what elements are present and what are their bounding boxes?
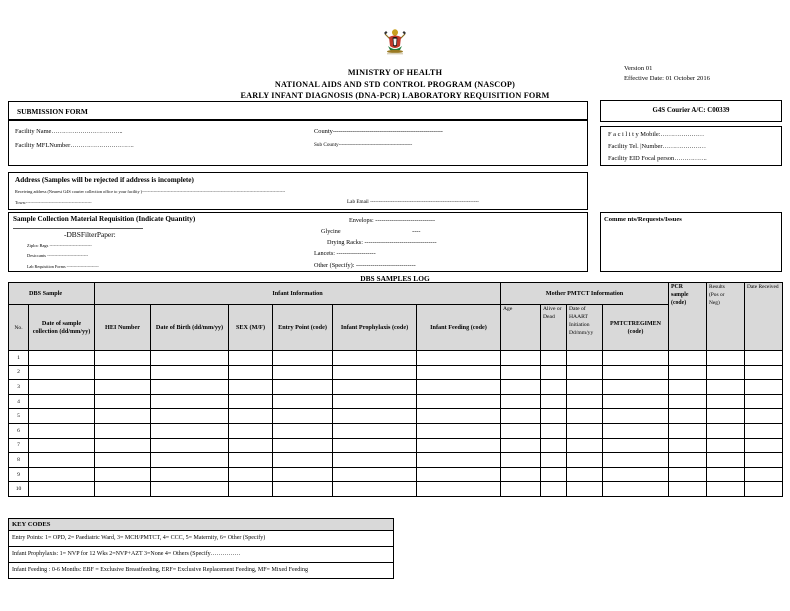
column-header-date-received: Date Received [745, 283, 783, 351]
cell-alive-dead[interactable] [541, 453, 567, 468]
cell-haart-date[interactable] [567, 453, 603, 468]
facility-mfl-field[interactable] [15, 142, 134, 149]
crest-container [0, 0, 790, 61]
facility-name-label: Facility Name [15, 128, 52, 135]
cell-alive-dead[interactable] [541, 351, 567, 366]
lab-email-dashes: --------------------------------------------------------------- [370, 199, 479, 205]
column-header-results [707, 283, 745, 351]
cell-pcr-sample[interactable] [669, 423, 707, 438]
cell-age[interactable] [501, 423, 541, 438]
cell-date-collection[interactable] [29, 365, 95, 380]
sample-collection-title: Sample Collection Material Requisition (Indicate Quantity) [13, 215, 196, 223]
table-row[interactable] [9, 423, 783, 438]
town-field[interactable] [15, 200, 92, 205]
column-header-entry-point: Entry Point (code) [273, 305, 333, 351]
cell-entry-point[interactable] [273, 380, 333, 395]
subcounty-dashes: ------------------------------------------------ [338, 142, 412, 148]
cell-age[interactable] [501, 438, 541, 453]
cell-pcr-sample[interactable] [669, 453, 707, 468]
cell-alive-dead[interactable] [541, 482, 567, 497]
cell-entry-point[interactable] [273, 467, 333, 482]
row-number: 2 [9, 365, 29, 380]
cell-results[interactable] [707, 351, 745, 366]
cell-infant-feeding[interactable] [417, 482, 501, 497]
county-dashes: --------------------------------------------------------- [332, 128, 443, 135]
cell-age[interactable] [501, 409, 541, 424]
lab-requisition-forms-item[interactable] [27, 264, 99, 269]
cell-sex[interactable] [229, 351, 273, 366]
cell-entry-point[interactable] [273, 351, 333, 366]
cell-infant-feeding[interactable] [417, 423, 501, 438]
ziploc-bags-label: Ziploc Bags [27, 243, 49, 248]
results-line-3: Neg) [709, 300, 720, 306]
cell-infant-prophylaxis[interactable] [333, 394, 417, 409]
g4s-courier-account: G4S Courier A/C: C00339 [652, 107, 730, 114]
cell-results[interactable] [707, 438, 745, 453]
address-title: Address (Samples will be rejected if address is incomplete) [15, 176, 194, 184]
lab-requisition-forms-label: Lab Requisition Forms [27, 264, 66, 269]
facility-name-field[interactable] [15, 128, 122, 135]
table-row[interactable] [9, 351, 783, 366]
facility-eid-focal-field[interactable] [608, 155, 707, 162]
cell-results[interactable] [707, 482, 745, 497]
facility-tel-field[interactable] [608, 143, 706, 150]
submission-fields-box [8, 120, 588, 166]
ziploc-bags-dashes: ----------------------------- [49, 243, 92, 248]
results-line-2: (Pos or [709, 292, 725, 298]
key-codes-section [8, 518, 394, 579]
ministry-title: MINISTRY OF HEALTH [347, 68, 443, 77]
cell-age[interactable] [501, 351, 541, 366]
facility-contact-box [600, 126, 782, 166]
cell-date-collection[interactable] [29, 453, 95, 468]
table-row[interactable] [9, 482, 783, 497]
cell-dob[interactable] [151, 380, 229, 395]
cell-alive-dead[interactable] [541, 467, 567, 482]
receiving-address-dashes: ---------------------------------------------------------------------------------------------------- [142, 189, 286, 194]
cell-dob[interactable] [151, 438, 229, 453]
submission-form-title: SUBMISSION FORM [17, 107, 88, 116]
cell-results[interactable] [707, 453, 745, 468]
cell-age[interactable] [501, 394, 541, 409]
cell-hei-number[interactable] [95, 365, 151, 380]
effective-date: Effective Date: 01 October 2016 [624, 74, 710, 82]
dbs-filter-paper-label: -DBSFilterPaper: [64, 230, 116, 239]
cell-infant-prophylaxis[interactable] [333, 409, 417, 424]
town-label: Town: [15, 200, 26, 205]
cell-pmtct-regimen[interactable] [603, 380, 669, 395]
cell-sex[interactable] [229, 423, 273, 438]
table-row[interactable] [9, 409, 783, 424]
cell-pmtct-regimen[interactable] [603, 453, 669, 468]
cell-pmtct-regimen[interactable] [603, 423, 669, 438]
cell-entry-point[interactable] [273, 453, 333, 468]
group-header-mother-pmtct-information: Mother PMTCT Information [501, 283, 669, 305]
cell-pmtct-regimen[interactable] [603, 394, 669, 409]
cell-pmtct-regimen[interactable] [603, 409, 669, 424]
cell-age[interactable] [501, 365, 541, 380]
table-row[interactable] [9, 380, 783, 395]
glycine-item[interactable] [321, 228, 420, 235]
cell-infant-feeding[interactable] [417, 438, 501, 453]
cell-pmtct-regimen[interactable] [603, 467, 669, 482]
group-header-dbs-sample: DBS Sample [9, 283, 95, 305]
cell-infant-feeding[interactable] [417, 351, 501, 366]
facility-mfl-dots: …………………………. [70, 142, 134, 149]
facility-mfl-label: Facility MFLNumber [15, 142, 71, 149]
cell-entry-point[interactable] [273, 365, 333, 380]
glycine-dashes: ---- [412, 228, 421, 235]
cell-date-received[interactable] [745, 438, 783, 453]
cell-sex[interactable] [229, 380, 273, 395]
row-number: 9 [9, 467, 29, 482]
cell-age[interactable] [501, 380, 541, 395]
cell-infant-prophylaxis[interactable] [333, 380, 417, 395]
cell-entry-point[interactable] [273, 409, 333, 424]
cell-haart-date[interactable] [567, 438, 603, 453]
cell-entry-point[interactable] [273, 394, 333, 409]
cell-infant-prophylaxis[interactable] [333, 423, 417, 438]
key-codes-title: KEY CODES [8, 518, 394, 530]
facility-tel-label: Facility Tel. |Number [608, 143, 663, 150]
cell-date-collection[interactable] [29, 351, 95, 366]
cell-hei-number[interactable] [95, 467, 151, 482]
lancets-item[interactable] [314, 250, 376, 257]
key-codes-infant-feeding: Infant Feeding : 0-6 Months: EBF = Exclusive Breastfeeding, ERF= Exclusive Replacement Feeding, MF= Mixed Feeding [8, 562, 394, 579]
cell-dob[interactable] [151, 453, 229, 468]
cell-infant-prophylaxis[interactable] [333, 453, 417, 468]
cell-date-received[interactable] [745, 453, 783, 468]
pcr-line-3: (code) [671, 300, 687, 306]
envelops-dashes: ----------------------------- [375, 217, 436, 224]
row-number: 3 [9, 380, 29, 395]
program-title: NATIONAL AIDS AND STD CONTROL PROGRAM (NASCOP) [274, 79, 516, 89]
column-header-age: Age [501, 305, 541, 351]
cell-infant-prophylaxis[interactable] [333, 351, 417, 366]
cell-hei-number[interactable] [95, 423, 151, 438]
cell-sex[interactable] [229, 438, 273, 453]
submission-form-header [8, 101, 588, 120]
cell-entry-point[interactable] [273, 438, 333, 453]
cell-date-received[interactable] [745, 380, 783, 395]
cell-haart-date[interactable] [567, 394, 603, 409]
cell-infant-prophylaxis[interactable] [333, 482, 417, 497]
cell-haart-date[interactable] [567, 482, 603, 497]
cell-alive-dead[interactable] [541, 365, 567, 380]
cell-alive-dead[interactable] [541, 380, 567, 395]
cell-dob[interactable] [151, 467, 229, 482]
row-number: 8 [9, 453, 29, 468]
subcounty-field[interactable] [314, 142, 412, 148]
desiccants-label: Desiccants [27, 253, 47, 258]
cell-date-received[interactable] [745, 394, 783, 409]
drying-racks-item[interactable] [327, 239, 437, 246]
receiving-address-field[interactable] [15, 189, 285, 194]
row-number: 7 [9, 438, 29, 453]
cell-alive-dead[interactable] [541, 409, 567, 424]
kenya-coat-of-arms-icon [380, 26, 410, 56]
cell-alive-dead[interactable] [541, 423, 567, 438]
sample-collection-box [8, 212, 588, 272]
cell-hei-number[interactable] [95, 380, 151, 395]
address-box [8, 172, 588, 210]
facility-eid-focal-label: Facility EID Focal person [608, 155, 675, 162]
cell-pcr-sample[interactable] [669, 467, 707, 482]
cell-dob[interactable] [151, 351, 229, 366]
cell-results[interactable] [707, 467, 745, 482]
cell-infant-prophylaxis[interactable] [333, 365, 417, 380]
lancets-dashes: ------------------- [336, 250, 376, 257]
cell-infant-feeding[interactable] [417, 394, 501, 409]
cell-results[interactable] [707, 380, 745, 395]
row-number: 6 [9, 423, 29, 438]
lab-email-label: Lab Email [347, 199, 369, 205]
cell-dob[interactable] [151, 365, 229, 380]
comments-requests-issues-box[interactable] [600, 212, 782, 272]
cell-haart-date[interactable] [567, 409, 603, 424]
cell-pmtct-regimen[interactable] [603, 438, 669, 453]
glycine-label: Glycine [321, 228, 341, 235]
cell-results[interactable] [707, 394, 745, 409]
cell-results[interactable] [707, 423, 745, 438]
column-header-date-of-sample-collection: Date of sample collection (dd/mm/yy) [29, 305, 95, 351]
envelops-item[interactable] [349, 217, 435, 224]
lancets-label: Lancets: [314, 250, 335, 257]
cell-dob[interactable] [151, 394, 229, 409]
cell-date-collection[interactable] [29, 380, 95, 395]
column-header-infant-prophylaxis: Infant Prophylaxis (code) [333, 305, 417, 351]
cell-date-collection[interactable] [29, 438, 95, 453]
town-dashes: ---------------------------------------------- [25, 200, 92, 205]
key-codes-infant-prophylaxis: Infant Prophylaxis: 1= NVP for 12 Wks 2=NVP+AZT 3=None 4= Others (Specify…………… [8, 546, 394, 562]
table-row[interactable] [9, 365, 783, 380]
cell-haart-date[interactable] [567, 351, 603, 366]
facility-eid-focal-dots: ……………. [674, 155, 707, 162]
cell-sex[interactable] [229, 394, 273, 409]
results-line-1: Results [709, 284, 725, 290]
g4s-courier-account-box [600, 100, 782, 122]
row-number: 5 [9, 409, 29, 424]
cell-haart-date[interactable] [567, 365, 603, 380]
cell-results[interactable] [707, 409, 745, 424]
column-header-infant-feeding: Infant Feeding (code) [417, 305, 501, 351]
envelops-label: Envelops: [349, 217, 374, 224]
table-row[interactable] [9, 453, 783, 468]
cell-alive-dead[interactable] [541, 394, 567, 409]
subcounty-label: Sub County [314, 142, 339, 148]
cell-date-received[interactable] [745, 482, 783, 497]
cell-hei-number[interactable] [95, 394, 151, 409]
cell-infant-feeding[interactable] [417, 409, 501, 424]
other-specify-item[interactable] [314, 262, 416, 269]
cell-hei-number[interactable] [95, 453, 151, 468]
cell-hei-number[interactable] [95, 351, 151, 366]
comments-title: Comme nts/Requests/Issues [604, 216, 682, 223]
cell-age[interactable] [501, 453, 541, 468]
cell-infant-feeding[interactable] [417, 380, 501, 395]
cell-date-collection[interactable] [29, 467, 95, 482]
other-specify-label: Other (Specify): [314, 262, 355, 269]
column-header-alive-or-dead: Alive or Dead [541, 305, 567, 351]
key-codes-entry-points: Entry Points: 1= OPD, 2= Paediatric Ward, 3= MCH/PMTCT, 4= CCC, 5= Maternity, 6= Other (Specify) [8, 530, 394, 546]
cell-date-received[interactable] [745, 409, 783, 424]
cell-pcr-sample[interactable] [669, 351, 707, 366]
row-number: 4 [9, 394, 29, 409]
cell-hei-number[interactable] [95, 438, 151, 453]
dbs-filter-paper-item[interactable] [64, 230, 116, 239]
column-header-pmtct-regimen: PMTCTREGIMEN (code) [603, 305, 669, 351]
cell-sex[interactable] [229, 453, 273, 468]
cell-date-collection[interactable] [29, 394, 95, 409]
table-row[interactable] [9, 467, 783, 482]
cell-date-received[interactable] [745, 423, 783, 438]
cell-entry-point[interactable] [273, 423, 333, 438]
row-number: 10 [9, 482, 29, 497]
cell-pcr-sample[interactable] [669, 365, 707, 380]
cell-pcr-sample[interactable] [669, 394, 707, 409]
cell-infant-prophylaxis[interactable] [333, 438, 417, 453]
table-sub-header-row [9, 305, 783, 351]
other-specify-dashes: ----------------------------- [355, 262, 416, 269]
cell-infant-prophylaxis[interactable] [333, 467, 417, 482]
dbs-samples-log-title: DBS SAMPLES LOG [360, 274, 430, 283]
cell-date-received[interactable] [745, 365, 783, 380]
facility-name-dots: …………………………….. [51, 128, 123, 135]
pcr-line-2: sample [671, 292, 689, 298]
cell-entry-point[interactable] [273, 482, 333, 497]
row-number: 1 [9, 351, 29, 366]
cell-infant-feeding[interactable] [417, 467, 501, 482]
facility-tel-dots: ………………… [662, 143, 706, 150]
version-number: Version 01 [624, 65, 653, 72]
version-block [624, 64, 774, 83]
cell-date-collection[interactable] [29, 482, 95, 497]
cell-dob[interactable] [151, 423, 229, 438]
facility-mobile-label: F a c i l i t y Mobile: [608, 131, 661, 138]
cell-date-received[interactable] [745, 467, 783, 482]
form-title: EARLY INFANT DIAGNOSIS (DNA-PCR) LABORATORY REQUISITION FORM [240, 91, 550, 100]
cell-pcr-sample[interactable] [669, 380, 707, 395]
county-label: County [314, 128, 333, 135]
group-header-infant-information: Infant Information [95, 283, 501, 305]
cell-dob[interactable] [151, 409, 229, 424]
table-group-header-row [9, 283, 783, 305]
cell-haart-date[interactable] [567, 423, 603, 438]
cell-hei-number[interactable] [95, 409, 151, 424]
column-header-hei-number: HEI Number [95, 305, 151, 351]
county-field[interactable] [314, 128, 443, 135]
column-header-no: No. [9, 305, 29, 351]
cell-pcr-sample[interactable] [669, 482, 707, 497]
cell-haart-date[interactable] [567, 467, 603, 482]
column-header-date-of-birth: Date of Birth (dd/mm/yy) [151, 305, 229, 351]
receiving-address-label: Receiving address (Nearest G4S courier collection office to your facility ) [15, 189, 143, 194]
dbs-samples-log-table [8, 282, 783, 497]
cell-infant-feeding[interactable] [417, 453, 501, 468]
facility-mobile-dots: ………………… [660, 131, 704, 138]
table-row[interactable] [9, 394, 783, 409]
lab-requisition-forms-dashes: ----------------------- [66, 264, 99, 269]
cell-sex[interactable] [229, 365, 273, 380]
cell-pcr-sample[interactable] [669, 409, 707, 424]
cell-sex[interactable] [229, 482, 273, 497]
cell-sex[interactable] [229, 409, 273, 424]
cell-haart-date[interactable] [567, 380, 603, 395]
table-row[interactable] [9, 438, 783, 453]
cell-date-received[interactable] [745, 351, 783, 366]
cell-date-collection[interactable] [29, 409, 95, 424]
column-header-date-of-haart-initiation: Date of HAART Initiation Dd/mm/yy [567, 305, 603, 351]
cell-hei-number[interactable] [95, 482, 151, 497]
cell-dob[interactable] [151, 482, 229, 497]
desiccants-item[interactable] [27, 253, 88, 258]
column-header-sex: SEX (M/F) [229, 305, 273, 351]
drying-racks-dashes: ----------------------------------- [364, 239, 437, 246]
lab-email-field[interactable] [347, 199, 479, 205]
cell-date-collection[interactable] [29, 423, 95, 438]
cell-age[interactable] [501, 482, 541, 497]
cell-infant-feeding[interactable] [417, 365, 501, 380]
cell-pmtct-regimen[interactable] [603, 351, 669, 366]
pcr-line-1: PCR [671, 284, 683, 290]
facility-mobile-field[interactable] [608, 131, 704, 138]
cell-alive-dead[interactable] [541, 438, 567, 453]
cell-pcr-sample[interactable] [669, 438, 707, 453]
table-body [9, 351, 783, 497]
cell-sex[interactable] [229, 467, 273, 482]
ziploc-bags-item[interactable] [27, 243, 92, 248]
desiccants-dashes: ---------------------------- [47, 253, 89, 258]
cell-pmtct-regimen[interactable] [603, 482, 669, 497]
cell-results[interactable] [707, 365, 745, 380]
cell-pmtct-regimen[interactable] [603, 365, 669, 380]
sample-collection-rule [13, 228, 143, 229]
cell-age[interactable] [501, 467, 541, 482]
drying-racks-label: Drying Racks: [327, 239, 363, 246]
column-header-pcr-sample [669, 283, 707, 351]
